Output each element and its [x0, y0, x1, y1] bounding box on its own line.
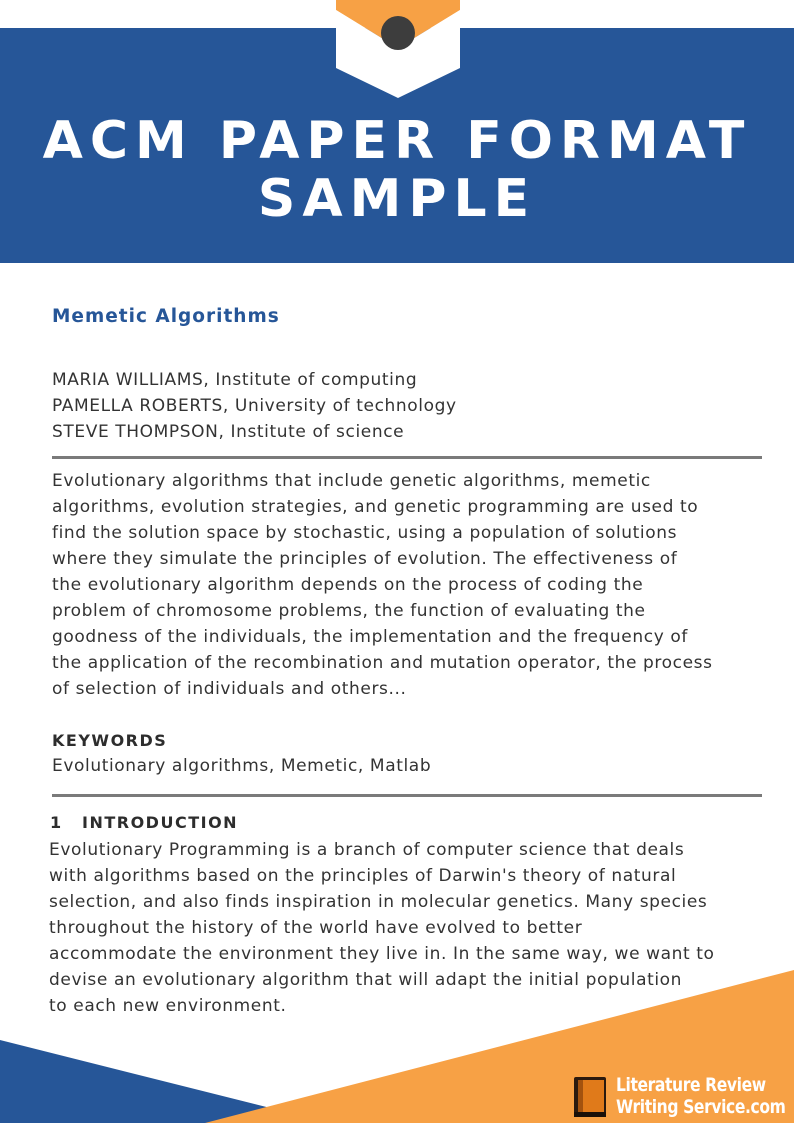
brand-logo-line-1: Literature Review	[616, 1074, 766, 1096]
section-number: 1	[50, 813, 63, 832]
author-item: STEVE THOMPSON, Institute of science	[52, 422, 405, 442]
abstract-line: problem of chromosome problems, the function of evaluating the	[52, 601, 646, 621]
author-item: PAMELLA ROBERTS, University of technology	[52, 396, 457, 416]
abstract-line: the application of the recombination and mutation operator, the process	[52, 653, 713, 673]
page-title-line-1: ACM PAPER FORMAT	[42, 111, 752, 171]
brand-logo[interactable]	[570, 1074, 794, 1120]
page-title-line-2: SAMPLE	[257, 169, 537, 229]
abstract-line: Evolutionary algorithms that include genetic algorithms, memetic	[52, 471, 651, 491]
abstract-line: algorithms, evolution strategies, and genetic programming are used to	[52, 497, 699, 517]
abstract-line: find the solution space by stochastic, using a population of solutions	[52, 523, 678, 543]
bookmark-tab-icon	[336, 0, 460, 100]
abstract-line: of selection of individuals and others...	[52, 679, 407, 699]
intro-line: to each new environment.	[49, 996, 287, 1016]
book-icon	[570, 1076, 610, 1118]
intro-heading	[50, 813, 238, 832]
section-heading-text: INTRODUCTION	[82, 813, 239, 832]
tab-dot	[381, 16, 415, 50]
abstract	[52, 468, 772, 702]
intro-line: accommodate the environment they live in. In the same way, we want to	[49, 944, 715, 964]
keywords-heading: KEYWORDS	[52, 731, 168, 750]
author-list	[52, 367, 457, 445]
abstract-line: where they simulate the principles of evolution. The effectiveness of	[52, 549, 678, 569]
paper-title: Memetic Algorithms	[52, 306, 280, 327]
abstract-line: goodness of the individuals, the implementation and the frequency of	[52, 627, 688, 647]
abstract-line: the evolutionary algorithm depends on the process of coding the	[52, 575, 644, 595]
intro-line: devise an evolutionary algorithm that will adapt the initial population	[49, 970, 683, 990]
keywords-text: Evolutionary algorithms, Memetic, Matlab	[52, 756, 432, 776]
divider-middle	[52, 794, 762, 797]
brand-logo-line-2: Writing Service.com	[616, 1096, 786, 1118]
brand-logo-text	[616, 1074, 785, 1118]
page-title	[0, 112, 794, 228]
intro-line: with algorithms based on the principles of Darwin's theory of natural	[49, 866, 677, 886]
intro-line: selection, and also finds inspiration in molecular genetics. Many species	[49, 892, 708, 912]
divider-top	[52, 456, 762, 459]
intro-line: throughout the history of the world have evolved to better	[49, 918, 583, 938]
author-item: MARIA WILLIAMS, Institute of computing	[52, 370, 418, 390]
intro-line: Evolutionary Programming is a branch of computer science that deals	[49, 840, 685, 860]
